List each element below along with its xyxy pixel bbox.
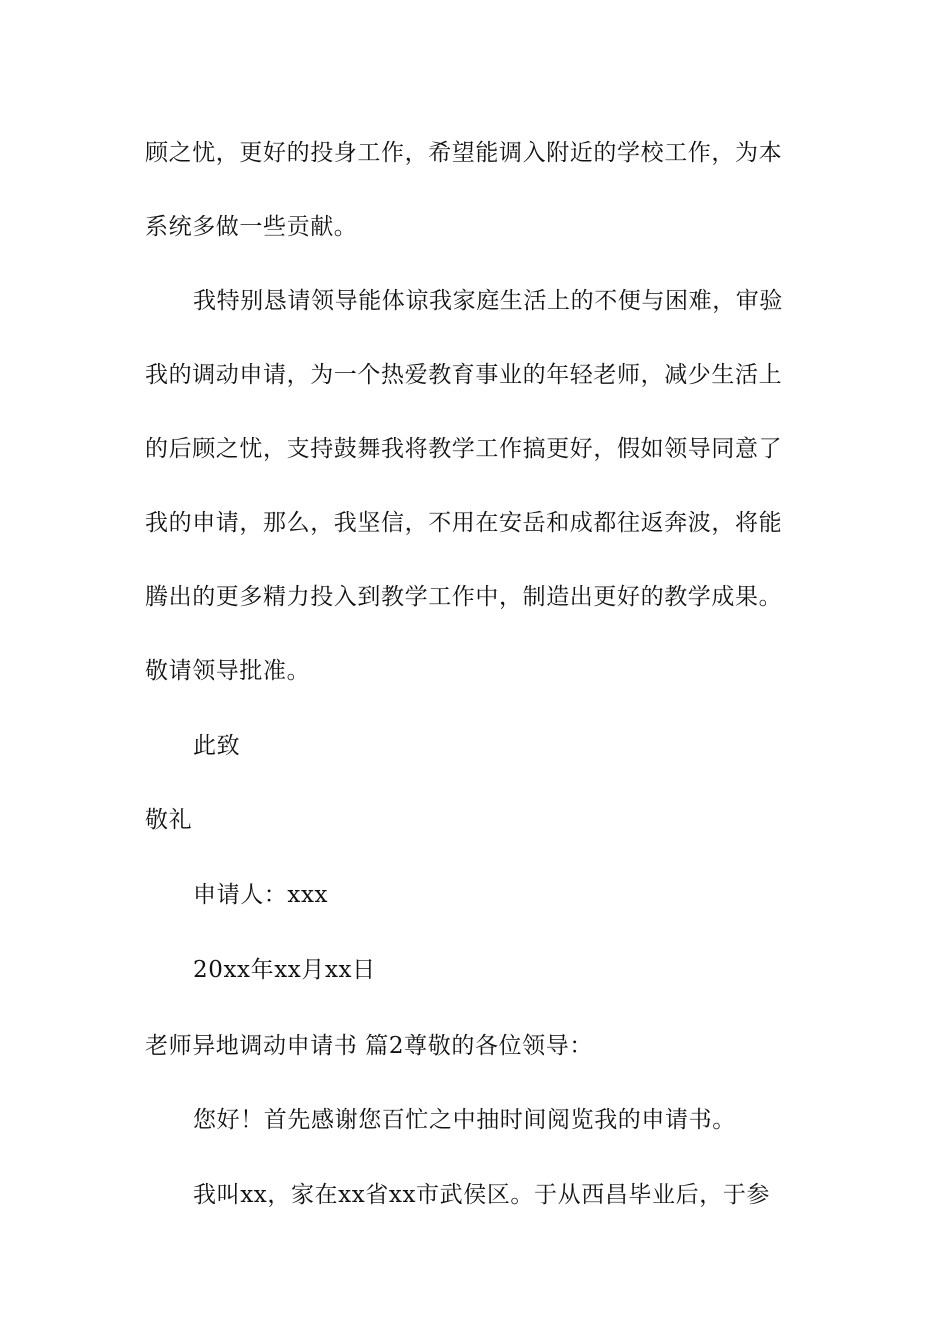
closing-regards: 敬礼 bbox=[145, 807, 193, 833]
body-text-line: 我的申请，那么，我坚信，不用在安岳和成都往返奔波，将能 bbox=[145, 510, 783, 536]
greeting-line: 您好！首先感谢您百忙之中抽时间阅览我的申请书。 bbox=[193, 1107, 736, 1133]
body-text-line: 顾之忧，更好的投身工作，希望能调入附近的学校工作，为本 bbox=[145, 140, 783, 166]
applicant-signature: 申请人：xxx bbox=[193, 882, 329, 908]
section-heading-line: 老师异地调动申请书 篇2尊敬的各位领导： bbox=[145, 1033, 593, 1059]
paragraph-start-line: 我叫xx，家在xx省xx市武侯区。于从西昌毕业后，于参 bbox=[193, 1182, 771, 1208]
date-line: 20xx年xx月xx日 bbox=[193, 957, 376, 983]
body-text-line: 系统多做一些贡献。 bbox=[145, 214, 358, 240]
body-text-line: 腾出的更多精力投入到教学工作中，制造出更好的教学成果。 bbox=[145, 584, 783, 610]
body-text-line: 的后顾之忧，支持鼓舞我将教学工作搞更好，假如领导同意了 bbox=[145, 436, 783, 462]
body-text-line: 我的调动申请，为一个热爱教育事业的年轻老师，减少生活上 bbox=[145, 362, 783, 388]
paragraph-start-line: 我特别恳请领导能体谅我家庭生活上的不便与困难，审验 bbox=[193, 288, 783, 314]
body-text-line: 敬请领导批准。 bbox=[145, 658, 311, 684]
closing-salutation: 此致 bbox=[193, 733, 241, 759]
